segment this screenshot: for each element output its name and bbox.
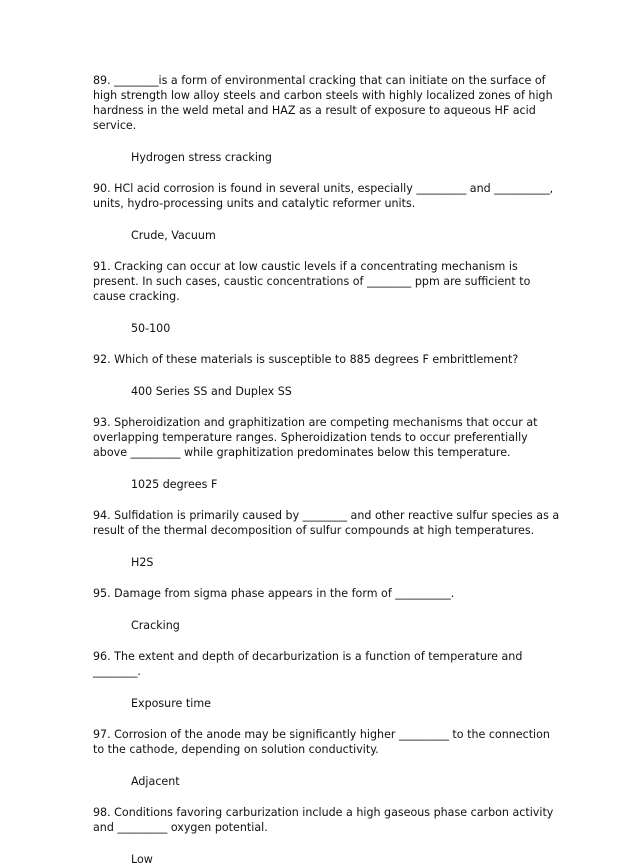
question-text: 94. Sulfidation is primarily caused by ________ and other reactive sulfur species as a result of the thermal decomposition of sulfur compounds at high temperatures. bbox=[93, 509, 560, 537]
answer-text: Adjacent bbox=[131, 775, 180, 788]
answer-text: 400 Series SS and Duplex SS bbox=[131, 385, 292, 398]
question-text: 91. Cracking can occur at low caustic levels if a concentrating mechanism is present. In such cases, caustic concentrations of ________ ppm are sufficient to cause cracking. bbox=[93, 260, 531, 303]
question-text: 98. Conditions favoring carburization include a high gaseous phase carbon activity and _________ oxygen potential. bbox=[93, 806, 554, 834]
question-item-89 bbox=[93, 73, 563, 165]
question-item-95 bbox=[93, 586, 563, 633]
question-text: 96. The extent and depth of decarburization is a function of temperature and ________. bbox=[93, 650, 523, 678]
question-text: 89. ________is a form of environmental cracking that can initiate on the surface of high strength low alloy steels and carbon steels with highly localized zones of high hardness in the weld metal and HAZ as a result of exposure to aqueous HF acid service. bbox=[93, 74, 553, 132]
question-item-93 bbox=[93, 415, 563, 492]
question-text: 90. HCl acid corrosion is found in several units, especially _________ and __________, units, hydro-processing units and catalytic reformer units. bbox=[93, 182, 554, 210]
answer-text: Low bbox=[131, 853, 153, 866]
question-item-92 bbox=[93, 352, 563, 399]
question-text: 95. Damage from sigma phase appears in the form of __________. bbox=[93, 587, 455, 600]
question-text: 92. Which of these materials is susceptible to 885 degrees F embrittlement? bbox=[93, 353, 519, 366]
question-item-98 bbox=[93, 805, 563, 867]
answer-text: 1025 degrees F bbox=[131, 478, 218, 491]
question-item-94 bbox=[93, 508, 563, 570]
answer-text: Crude, Vacuum bbox=[131, 229, 216, 242]
question-text: 93. Spheroidization and graphitization are competing mechanisms that occur at overlapping temperature ranges. Spheroidization tends to occur preferentially above _________ while graphitization predominates below this temperature. bbox=[93, 416, 538, 459]
answer-text: H2S bbox=[131, 556, 154, 569]
answer-text: 50-100 bbox=[131, 322, 171, 335]
question-item-90 bbox=[93, 181, 563, 243]
question-item-91 bbox=[93, 259, 563, 336]
question-text: 97. Corrosion of the anode may be significantly higher _________ to the connection to the cathode, depending on solution conductivity. bbox=[93, 728, 550, 756]
question-list bbox=[93, 73, 563, 867]
answer-text: Cracking bbox=[131, 619, 180, 632]
answer-text: Hydrogen stress cracking bbox=[131, 151, 272, 164]
question-item-97 bbox=[93, 727, 563, 789]
answer-text: Exposure time bbox=[131, 697, 211, 710]
question-item-96 bbox=[93, 649, 563, 711]
